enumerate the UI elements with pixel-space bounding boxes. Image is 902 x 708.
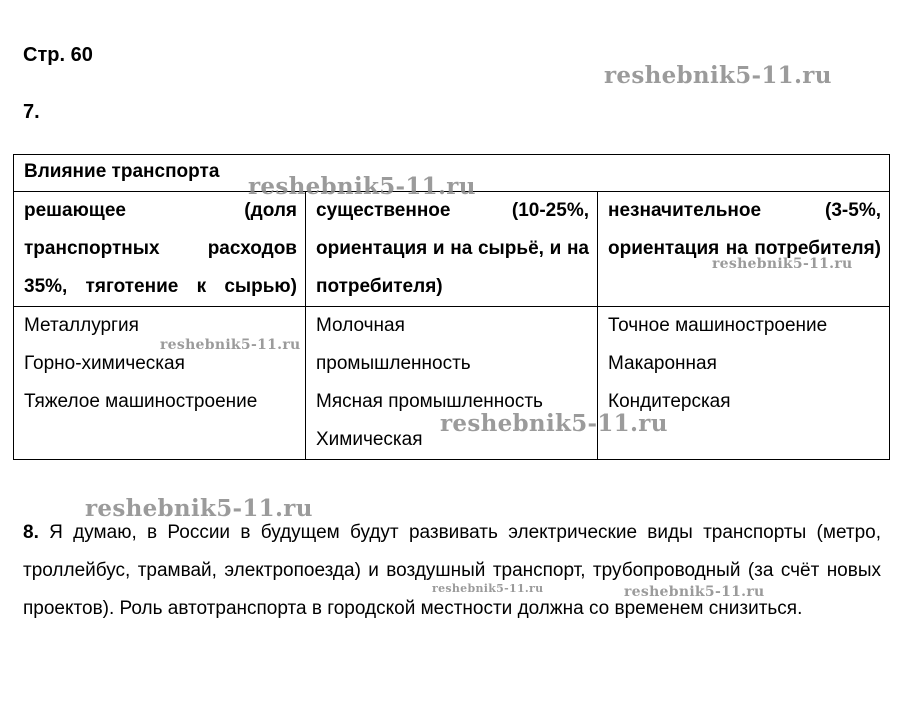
header-significant: существенное (10-25%, ориентация и на сырьё, и на потребителя) (306, 192, 598, 307)
list-item: Макаронная (608, 353, 717, 374)
list-item: промышленность (316, 353, 471, 374)
watermark: reshebnik5-11.ru (712, 256, 853, 272)
watermark: reshebnik5-11.ru (160, 337, 301, 353)
header-decisive: решающее (доля транспортных расходов 35%, тяготение к сырью) (14, 192, 306, 307)
task-8-answer (23, 514, 881, 628)
table-header-row (14, 192, 890, 307)
watermark: reshebnik5-11.ru (248, 173, 476, 200)
list-item: Кондитерская (608, 391, 731, 412)
task-8-text: Я думаю, в России в будущем будут развивать электрические виды транспорты (метро, троллейбус, трамвай, электропоезда) и воздушный транспорт, трубопроводный (за счёт новых проектов). Роль автотранспорта в городской местности должна со временем снизиться. (23, 522, 881, 619)
list-item: Химическая (316, 429, 423, 450)
watermark: reshebnik5-11.ru (624, 584, 765, 600)
watermark: reshebnik5-11.ru (432, 582, 544, 595)
list-item: Мясная промышленность (316, 391, 543, 412)
list-item: Тяжелое машиностроение (24, 391, 258, 412)
list-item: Горно-химическая (24, 353, 185, 374)
list-item: Металлургия (24, 315, 139, 336)
column-decisive (14, 307, 306, 460)
list-item: Точное машиностроение (608, 315, 828, 336)
task-7-number: 7. (23, 101, 40, 123)
header-insignificant: незначительное (3-5%, ориентация на потребителя) (598, 192, 890, 307)
watermark: reshebnik5-11.ru (85, 495, 313, 522)
watermark: reshebnik5-11.ru (440, 410, 668, 437)
table-title: Влияние транспорта (14, 155, 890, 192)
list-item: Молочная (316, 315, 405, 336)
page-number: Стр. 60 (23, 44, 93, 66)
task-8-number: 8. (23, 522, 39, 543)
watermark: reshebnik5-11.ru (604, 62, 832, 89)
